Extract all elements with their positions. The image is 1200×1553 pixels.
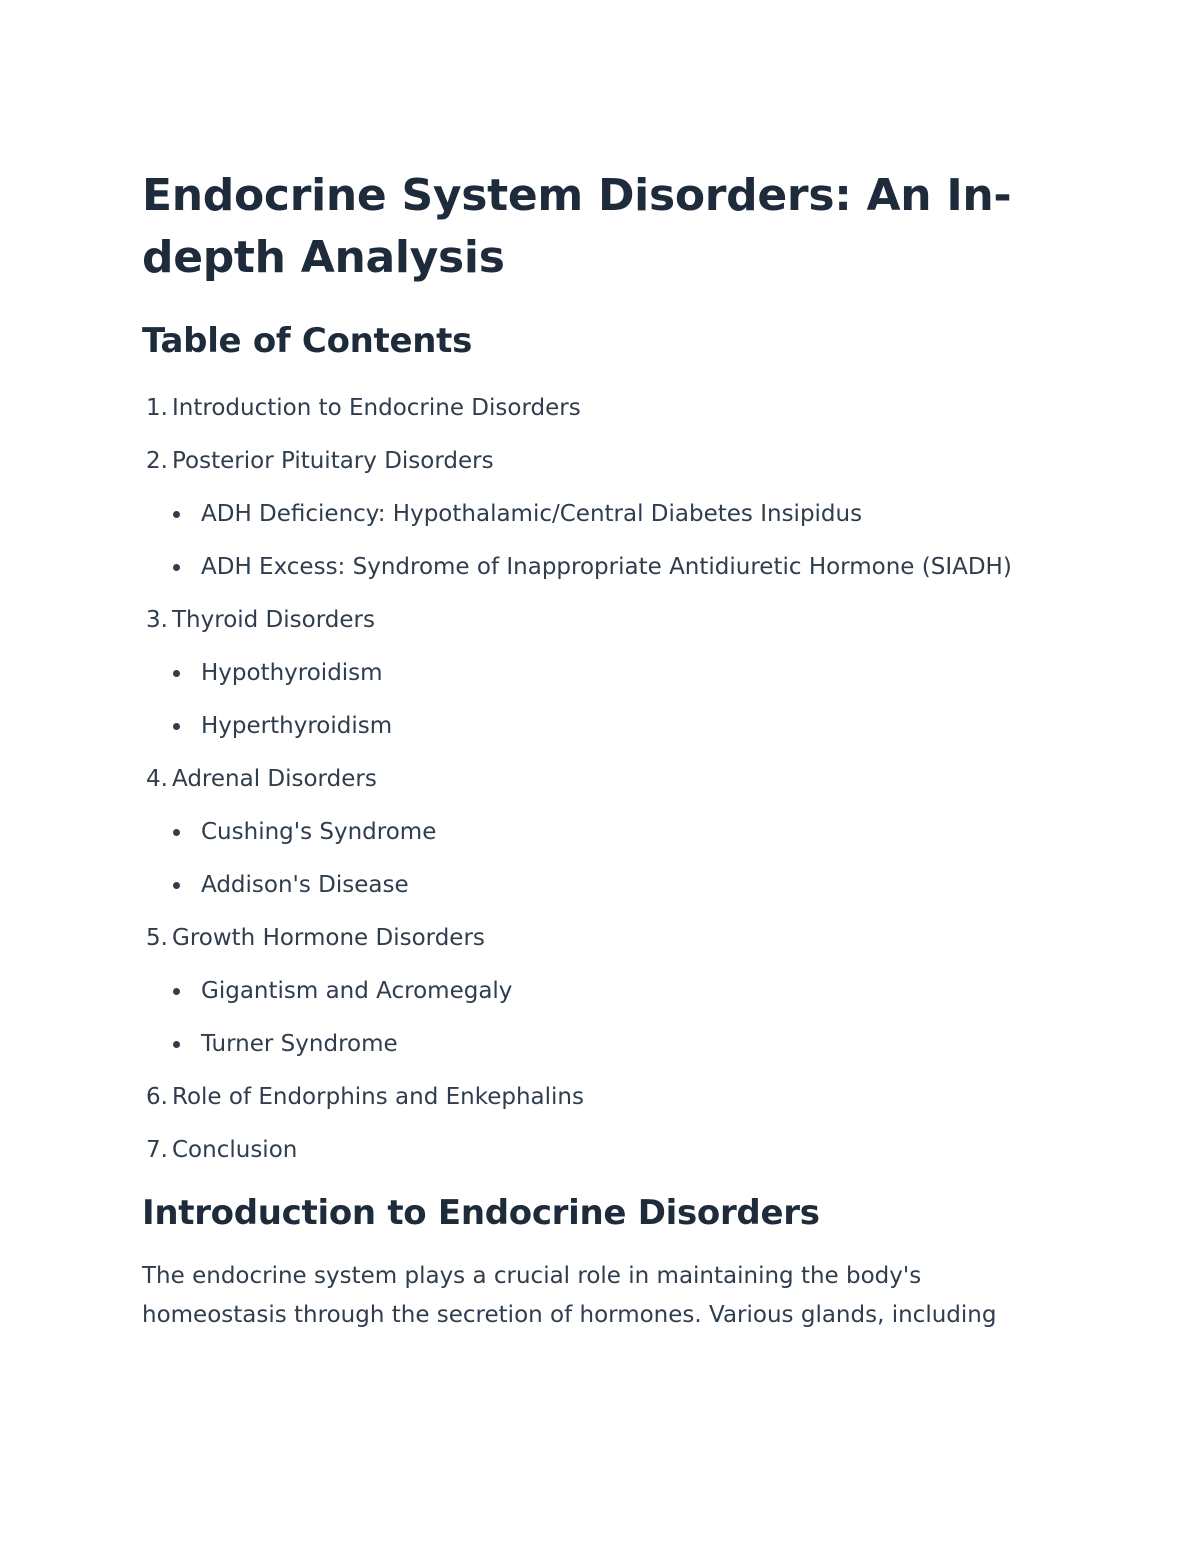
toc-item	[142, 919, 1062, 1063]
toc-item-number: 7.	[146, 1137, 168, 1163]
toc-subitem	[172, 654, 1062, 692]
toc-item	[142, 601, 1062, 745]
toc-subitem	[172, 1025, 1062, 1063]
table-of-contents	[142, 389, 1062, 1169]
section-heading: Introduction to Endocrine Disorders	[142, 1193, 820, 1233]
toc-subitem	[172, 813, 1062, 851]
toc-item-label: Adrenal Disorders	[172, 766, 377, 792]
toc-item	[142, 442, 1062, 586]
document-title-line-1: Endocrine System Disorders: An In-	[142, 170, 1012, 221]
toc-item-label: Growth Hormone Disorders	[172, 925, 485, 951]
toc-item-label: Introduction to Endocrine Disorders	[172, 395, 581, 421]
toc-item	[142, 760, 1062, 904]
intro-paragraph	[142, 1257, 1062, 1335]
toc-heading: Table of Contents	[142, 321, 473, 361]
toc-item-label: Thyroid Disorders	[172, 607, 375, 633]
bullet-icon	[173, 670, 180, 677]
bullet-icon	[173, 882, 180, 889]
bullet-icon	[173, 723, 180, 730]
toc-subitem-label: ADH Excess: Syndrome of Inappropriate Antidiuretic Hormone (SIADH)	[201, 554, 1012, 580]
toc-subitem	[172, 972, 1062, 1010]
document-page	[142, 165, 1062, 1335]
toc-sublist	[172, 972, 1062, 1063]
bullet-icon	[173, 511, 180, 518]
toc-subitem-label: ADH Deficiency: Hypothalamic/Central Diabetes Insipidus	[201, 501, 863, 527]
toc-item-number: 3.	[146, 607, 168, 633]
toc-item-number: 2.	[146, 448, 168, 474]
toc-subitem	[172, 866, 1062, 904]
toc-subitem	[172, 707, 1062, 745]
toc-sublist	[172, 654, 1062, 745]
intro-line-2: homeostasis through the secretion of hormones. Various glands, including	[142, 1302, 997, 1328]
toc-item-label: Conclusion	[172, 1137, 298, 1163]
toc-subitem-label: Hyperthyroidism	[201, 713, 393, 739]
toc-item	[142, 389, 1062, 427]
toc-item-label: Role of Endorphins and Enkephalins	[172, 1084, 584, 1110]
toc-item	[142, 1131, 1062, 1169]
toc-item	[142, 1078, 1062, 1116]
intro-line-1: The endocrine system plays a crucial role in maintaining the body's	[142, 1263, 922, 1289]
toc-sublist	[172, 813, 1062, 904]
toc-item-label: Posterior Pituitary Disorders	[172, 448, 494, 474]
bullet-icon	[173, 829, 180, 836]
document-title-line-2: depth Analysis	[142, 232, 505, 283]
toc-subitem-label: Addison's Disease	[201, 872, 409, 898]
toc-subitem	[172, 548, 1062, 586]
toc-subitem-label: Gigantism and Acromegaly	[201, 978, 513, 1004]
toc-item-number: 1.	[146, 395, 168, 421]
toc-subitem-label: Turner Syndrome	[201, 1031, 398, 1057]
toc-subitem-label: Hypothyroidism	[201, 660, 383, 686]
toc-sublist	[172, 495, 1062, 586]
document-title	[142, 165, 1062, 289]
toc-item-number: 5.	[146, 925, 168, 951]
toc-item-number: 4.	[146, 766, 168, 792]
toc-subitem	[172, 495, 1062, 533]
bullet-icon	[173, 1041, 180, 1048]
bullet-icon	[173, 988, 180, 995]
toc-subitem-label: Cushing's Syndrome	[201, 819, 437, 845]
bullet-icon	[173, 564, 180, 571]
toc-item-number: 6.	[146, 1084, 168, 1110]
